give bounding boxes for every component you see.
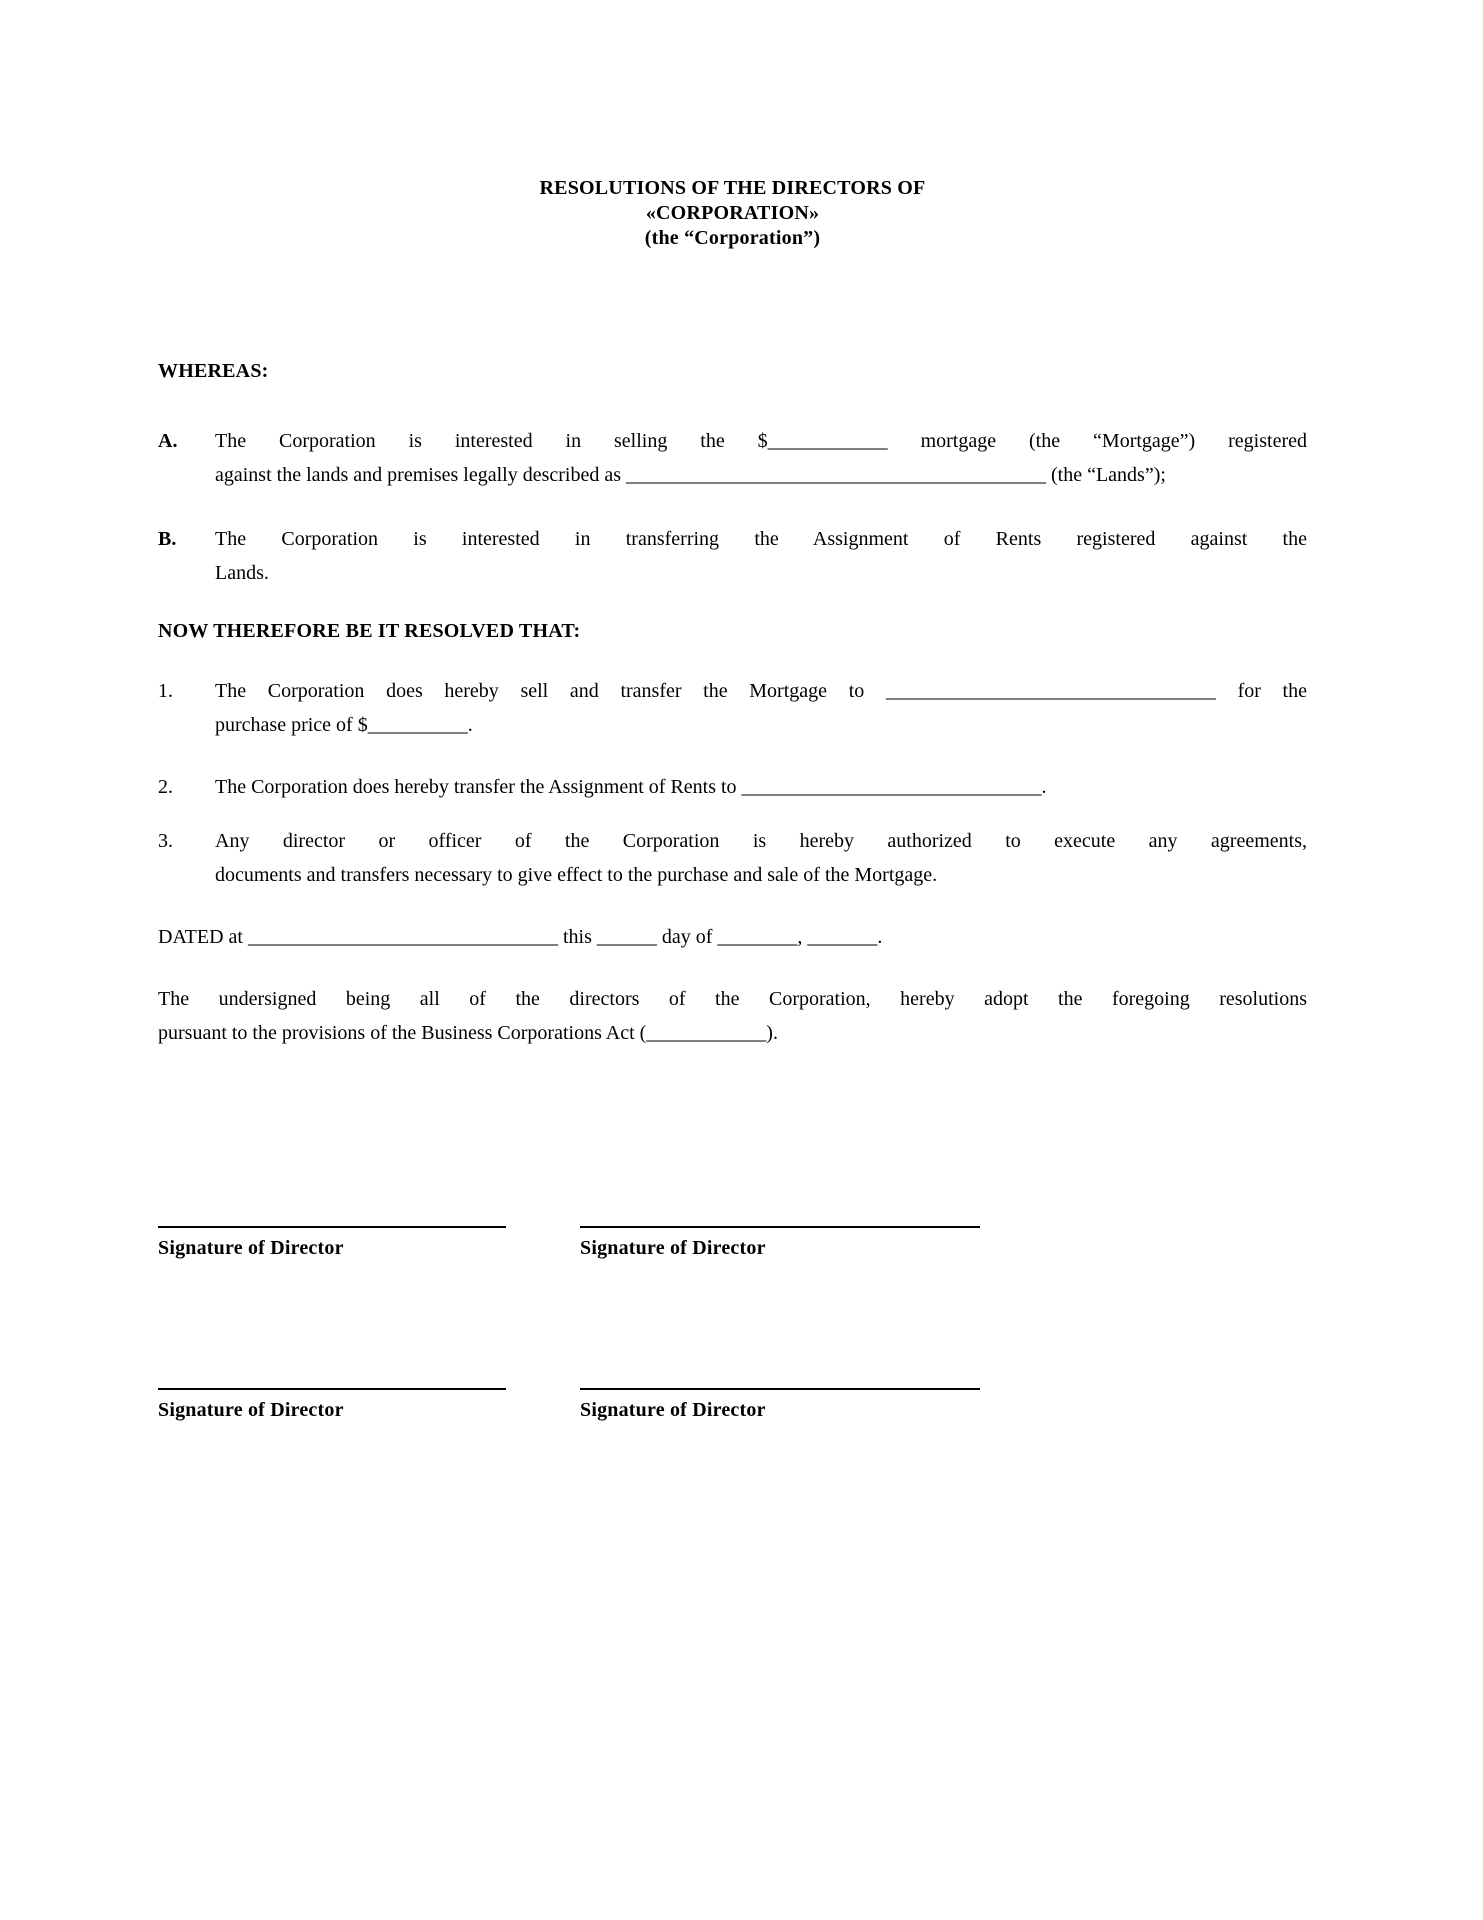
recital-b-label: B. [158, 528, 177, 550]
resolution-3 [158, 824, 1307, 892]
resolved-heading: NOW THEREFORE BE IT RESOLVED THAT: [158, 620, 581, 642]
resolution-3-text [215, 824, 1307, 892]
signature-line [580, 1226, 980, 1228]
recital-a [158, 424, 1307, 492]
signature-block-3 [158, 1388, 506, 1422]
title-line-3: (the “Corporation”) [644, 227, 821, 249]
signature-line [580, 1388, 980, 1390]
signature-label: Signature of Director [580, 1237, 766, 1259]
signature-label: Signature of Director [158, 1399, 344, 1421]
closing-paragraph [158, 982, 1307, 1050]
recital-a-label: A. [158, 430, 178, 452]
resolution-3-label: 3. [158, 830, 173, 852]
resolution-2-text [215, 770, 1307, 804]
resolution-1-line-2: purchase price of $__________. [215, 714, 473, 736]
resolution-2-label: 2. [158, 776, 173, 798]
resolution-2-line-1: The Corporation does hereby transfer the Assignment of Rents to ______________________________. [215, 776, 1047, 798]
closing-line-2: pursuant to the provisions of the Business Corporations Act (____________). [158, 1022, 778, 1044]
title-line-1: RESOLUTIONS OF THE DIRECTORS OF [539, 177, 926, 199]
signature-line [158, 1226, 506, 1228]
recital-b-line-1: The Corporation is interested in transferring the Assignment of Rents registered against the [215, 528, 1307, 550]
recital-a-text [215, 424, 1307, 492]
closing-line-1: The undersigned being all of the directors of the Corporation, hereby adopt the foregoing resolutions [158, 988, 1307, 1010]
signature-block-1 [158, 1226, 506, 1260]
document-title [158, 176, 1307, 251]
signature-block-4 [580, 1388, 980, 1422]
recital-b-line-2: Lands. [215, 562, 269, 584]
resolution-2 [158, 770, 1307, 804]
recital-b-text [215, 522, 1307, 590]
resolution-1-label: 1. [158, 680, 173, 702]
recital-a-line-1: The Corporation is interested in selling the $____________ mortgage (the “Mortgage”) registered [215, 430, 1307, 452]
resolution-1-text [215, 674, 1307, 742]
resolution-3-line-2: documents and transfers necessary to give effect to the purchase and sale of the Mortgage. [215, 864, 938, 886]
signature-block-2 [580, 1226, 980, 1260]
resolution-3-line-1: Any director or officer of the Corporation is hereby authorized to execute any agreements, [215, 830, 1307, 852]
recital-a-line-2: against the lands and premises legally described as __________________________________________ (the “Lands”); [215, 464, 1166, 486]
whereas-heading: WHEREAS: [158, 360, 269, 382]
resolution-1-line-1: The Corporation does hereby sell and transfer the Mortgage to _________________________________ for the [215, 680, 1307, 702]
signature-label: Signature of Director [158, 1237, 344, 1259]
dated-line: DATED at _______________________________ this ______ day of ________, _______. [158, 926, 883, 948]
signature-line [158, 1388, 506, 1390]
signature-label: Signature of Director [580, 1399, 766, 1421]
recital-b [158, 522, 1307, 590]
resolution-1 [158, 674, 1307, 742]
title-line-2: «CORPORATION» [645, 202, 820, 224]
